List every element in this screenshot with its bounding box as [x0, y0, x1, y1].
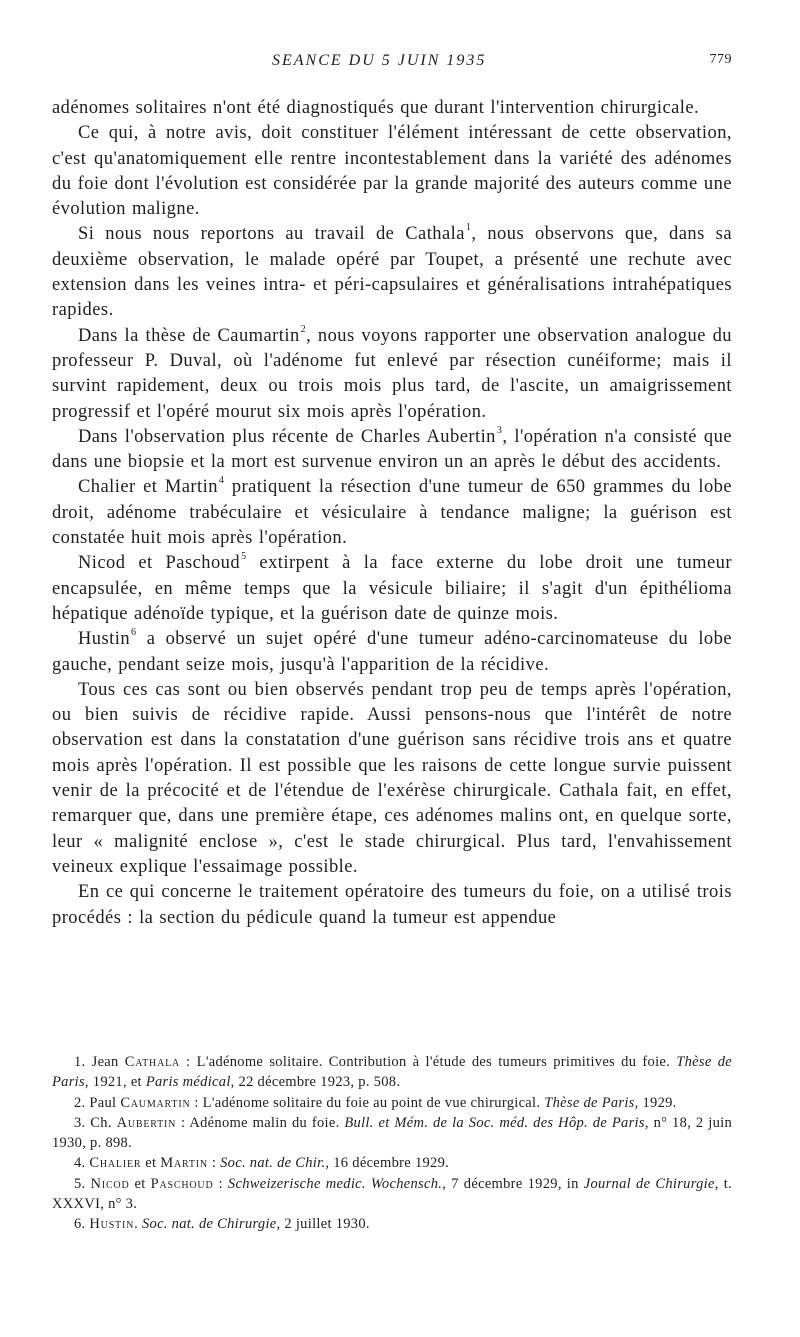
- footnote-text: Soc. nat. de Chir.: [220, 1155, 326, 1172]
- paragraph: [52, 324, 732, 425]
- body-text: [52, 96, 732, 931]
- footnote-text: Cathala: [124, 1054, 181, 1070]
- paragraph: [52, 551, 732, 627]
- footnote-ref: 4: [218, 475, 225, 487]
- footnote-text: , 7 décembre 1929, in: [442, 1175, 584, 1192]
- paragraph: En ce qui concerne le traitement opératoire des tumeurs du foie, on a utilisé trois procédés : la section du pédicule quand la tumeur est appendue: [52, 882, 732, 928]
- footnote-text: :: [207, 1155, 221, 1172]
- footnote: [52, 1214, 732, 1234]
- paragraph-text: Si nous nous reportons au travail de Cathala: [78, 224, 465, 245]
- paragraph: adénomes solitaires n'ont été diagnostiqués que durant l'intervention chirurgicale.: [52, 98, 700, 118]
- footnote-ref: 1: [465, 222, 472, 234]
- footnote-text: 5.: [74, 1175, 91, 1192]
- page-number: 779: [709, 52, 732, 67]
- paragraph-text: Hustin: [78, 629, 131, 650]
- footnote: [52, 1093, 732, 1113]
- paragraph-text: pratiquent la résection d'une tumeur de 650 grammes du lobe droit, adénome trabéculaire et vésiculaire à tendance maligne; la guérison est constatée huit mois après l'opération.: [52, 477, 732, 549]
- footnote-text: Paris médical: [145, 1074, 231, 1091]
- footnote-text: , n° 18, 2 juin 1930, p. 898.: [52, 1114, 732, 1152]
- footnote-text: Paschoud: [150, 1175, 214, 1192]
- paragraph: [52, 425, 732, 476]
- footnote: [52, 1174, 732, 1215]
- paragraph-text: , nous observons que, dans sa deuxième observation, le malade opéré par Toupet, a présenté une rechute avec extension dans les veines intra- et péri-capsulaires et généralisations intrahépatiques rapides.: [52, 224, 732, 321]
- footnote-text: Journal de Chirurgie: [583, 1175, 715, 1192]
- footnote-text: et: [129, 1175, 151, 1192]
- footnote-text: Hustin: [89, 1216, 135, 1233]
- paragraph-text: Chalier et Martin: [78, 477, 218, 498]
- footnote-text: Schweizerische medic. Wochensch.: [227, 1175, 443, 1192]
- footnote-text: Chalier: [89, 1155, 142, 1172]
- paragraph-text: Dans la thèse de Caumartin: [78, 325, 300, 346]
- footnote-ref: 2: [300, 323, 307, 335]
- footnote-text: , 2 juillet 1930.: [276, 1216, 370, 1233]
- paragraph-text: extirpent à la face externe du lobe droit une tumeur encapsulée, en même temps que la vésicule biliaire; il s'agit d'un épithélioma hépatique adénoïde typique, et la guérison date de quinze mois.: [52, 553, 732, 624]
- footnote-text: Thèse de Paris: [544, 1094, 635, 1111]
- footnote-text: Bull. et Mém. de la Soc. méd. des Hôp. de Paris: [344, 1114, 645, 1131]
- footnote-ref: 3: [496, 424, 503, 436]
- running-title: SEANCE DU 5 JUIN 1935: [272, 52, 487, 69]
- paragraph-text: a observé un sujet opéré d'une tumeur adéno-carcinomateuse du lobe gauche, pendant seize mois, jusqu'à l'apparition de la récidive.: [52, 629, 732, 675]
- footnote-text: 4.: [74, 1155, 90, 1172]
- paragraph: [52, 475, 732, 551]
- footnote-text: , 22 décembre 1923, p. 508.: [230, 1074, 401, 1091]
- footnote-text: Martin: [160, 1155, 208, 1172]
- footnote-text: , 16 décembre 1929.: [325, 1155, 450, 1172]
- footnote: [52, 1153, 732, 1173]
- footnote-text: : L'adénome solitaire. Contribution à l'étude des tumeurs primitives du foie.: [180, 1054, 677, 1070]
- paragraph-text: , nous voyons rapporter une observation analogue du professeur P. Duval, où l'adénome fut enlevé par résection cunéiforme; mais il survint rapidement, deux ou trois mois plus tard, de l'ascite, un amaigrissement progressif et l'opéré mourut six mois après l'opération.: [52, 325, 732, 422]
- paragraph-text: , l'opération n'a consisté que dans une biopsie et la mort est survenue environ un an après le début des accidents.: [52, 426, 732, 473]
- footnote-text: 6.: [74, 1216, 90, 1233]
- footnote-text: et: [141, 1155, 161, 1172]
- paragraph: [52, 627, 732, 678]
- running-head: [52, 52, 732, 78]
- footnote-text: Nicod: [90, 1175, 130, 1192]
- footnote-text: 3. Ch.: [74, 1114, 117, 1131]
- footnote-text: 1. Jean: [74, 1054, 125, 1070]
- paragraph: [52, 222, 732, 323]
- footnotes: [52, 1052, 732, 1235]
- footnote: [52, 1113, 732, 1154]
- footnote-ref: 6: [131, 627, 137, 639]
- footnote-ref: 5: [241, 551, 247, 563]
- page: [52, 0, 732, 1337]
- footnote-text: Thèse de Paris: [52, 1054, 733, 1091]
- paragraph-text: Dans l'observation plus récente de Charles Aubertin: [78, 426, 496, 447]
- paragraph: Ce qui, à notre avis, doit constituer l'élément intéressant de cette observation, c'est qu'anatomiquement elle rentre incontestablement dans la variété des adénomes du foie dont l'évolution est considérée par la grande majorité des auteurs comme une évolution maligne.: [52, 123, 732, 220]
- footnote-text: Soc. nat. de Chirurgie: [141, 1216, 277, 1233]
- footnote-text: :: [213, 1175, 228, 1192]
- footnote-text: : Adénome malin du foie.: [176, 1114, 345, 1131]
- footnote: [52, 1052, 732, 1093]
- paragraph: Tous ces cas sont ou bien observés pendant trop peu de temps après l'opération, ou bien suivis de récidive rapide. Aussi pensons-nous que l'intérêt de notre observation est dans la constatation d'une guérison sans récidive trois ans et quatre mois après l'opération. Il est possible que les raisons de cette longue survie puissent venir de la précocité et de l'étendue de l'exérèse chirurgicale. Cathala fait, en effet, remarquer que, dans une première étape, ces adénomes malins ont, en quelque sorte, leur « malignité enclose », c'est le stade chirurgical. Plus tard, l'envahissement veineux explique l'essaimage possible.: [52, 679, 732, 877]
- footnote-text: Caumartin: [120, 1094, 191, 1111]
- footnote-text: Aubertin: [116, 1114, 177, 1131]
- footnote-text: , 1921, et: [84, 1074, 146, 1091]
- footnote-text: , t. XXXVI, n° 3.: [52, 1175, 732, 1213]
- paragraph-text: Nicod et Paschoud: [78, 553, 241, 574]
- footnote-text: , 1929.: [634, 1094, 677, 1111]
- footnote-text: 2. Paul: [74, 1094, 121, 1111]
- footnote-text: : L'adénome solitaire du foie au point de vue chirurgical.: [190, 1094, 545, 1111]
- footnote-text: .: [134, 1216, 142, 1233]
